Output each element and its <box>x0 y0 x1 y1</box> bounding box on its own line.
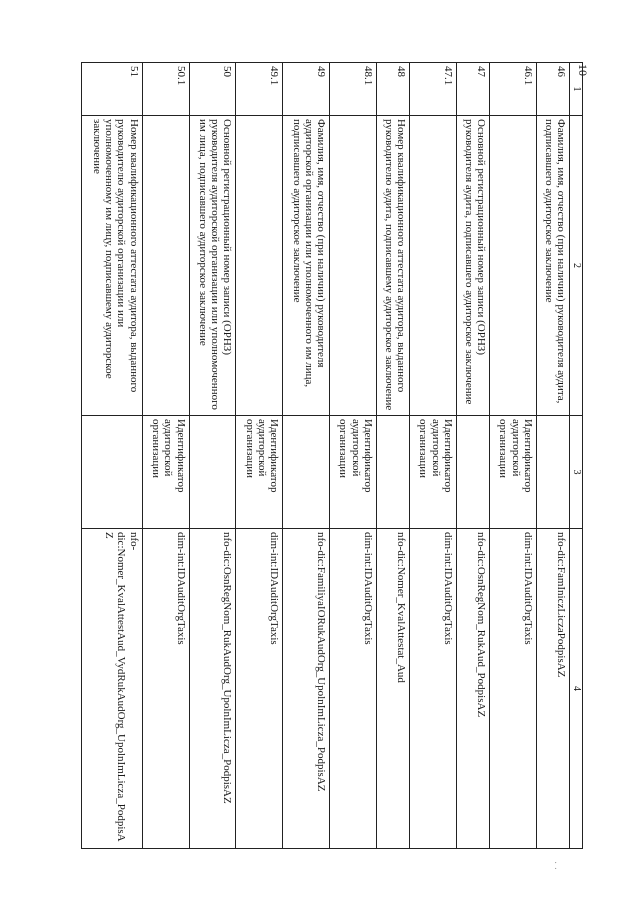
description-cell: Фамилия, имя, отчество (при наличии) руководителя аудиторской организации или уполномоченного им лица, подписавшего аудиторское заключение <box>283 116 330 416</box>
dimension-cell: Идентификатор аудиторской организации <box>490 416 537 529</box>
table-row <box>490 63 537 849</box>
dimension-cell: Идентификатор аудиторской организации <box>410 416 457 529</box>
table-row <box>410 63 457 849</box>
element-code-cell: nfo-dic:FamiliyaIORukAudOrg_UpolnImLicza_PodpisAZ <box>283 529 330 849</box>
row-number-cell: 47.1 <box>410 63 457 116</box>
row-number-cell: 47 <box>456 63 489 116</box>
element-code-cell: dim-int:IDAuditOrgTaxis <box>330 529 377 849</box>
element-code-cell: dim-int:IDAuditOrgTaxis <box>142 529 189 849</box>
description-cell <box>410 116 457 416</box>
element-code-cell: nfo-dic:FamIniczLiczaPodpisAZ <box>536 529 569 849</box>
dimension-cell: Идентификатор аудиторской организации <box>142 416 189 529</box>
table-row <box>189 63 236 849</box>
table-row <box>283 63 330 849</box>
row-number-cell: 48.1 <box>330 63 377 116</box>
dimension-cell <box>456 416 489 529</box>
column-header: 2 <box>570 116 583 416</box>
dimension-cell <box>283 416 330 529</box>
rotated-table-wrapper <box>81 62 583 848</box>
page-number: 10 <box>576 64 590 76</box>
row-number-cell: 49.1 <box>236 63 283 116</box>
column-number-row <box>570 63 583 849</box>
column-header: 4 <box>570 529 583 849</box>
table-row <box>456 63 489 849</box>
element-code-cell: nfo-dic:Nomer_KvalAttestat_Aud <box>377 529 410 849</box>
element-code-cell: nfo-dic:Nomer_KvalAttestAud_VydRukAudOrg_UpolnImLicza_PodpisAZ <box>82 529 143 849</box>
dimension-cell: Идентификатор аудиторской организации <box>330 416 377 529</box>
description-cell: Основной регистрационный номер записи (ОРНЗ) руководителя аудиторской организации или уполномоченного им лица, подписавшего аудиторское заключение <box>189 116 236 416</box>
table-row <box>377 63 410 849</box>
row-number-cell: 50.1 <box>142 63 189 116</box>
element-code-cell: dim-int:IDAuditOrgTaxis <box>490 529 537 849</box>
scan-speck: · · <box>549 860 561 871</box>
description-cell <box>142 116 189 416</box>
description-cell <box>330 116 377 416</box>
row-number-cell: 46.1 <box>490 63 537 116</box>
description-cell <box>236 116 283 416</box>
description-cell <box>490 116 537 416</box>
element-code-cell: dim-int:IDAuditOrgTaxis <box>410 529 457 849</box>
description-cell: Номер квалификационного аттестата аудитора, выданного руководителю аудита, подписавшему аудиторское заключение <box>377 116 410 416</box>
dimension-cell: Идентификатор аудиторской организации <box>236 416 283 529</box>
dimension-cell <box>189 416 236 529</box>
column-header: 3 <box>570 416 583 529</box>
table-row <box>142 63 189 849</box>
dimension-cell <box>536 416 569 529</box>
element-register-table <box>81 62 583 849</box>
table-row <box>536 63 569 849</box>
table-row <box>330 63 377 849</box>
row-number-cell: 51 <box>82 63 143 116</box>
element-code-cell: nfo-dic:OsnRegNom_RukAudOrg_UpolnImLicza_PodpisAZ <box>189 529 236 849</box>
row-number-cell: 48 <box>377 63 410 116</box>
row-number-cell: 46 <box>536 63 569 116</box>
row-number-cell: 49 <box>283 63 330 116</box>
description-cell: Номер квалификационного аттестата аудитора, выданного руководителю аудиторской организации или уполномоченному им лицу, подписавшему аудиторское заключение <box>82 116 143 416</box>
description-cell: Фамилия, имя, отчество (при наличии) руководителя аудита, подписавшего аудиторское заключение <box>536 116 569 416</box>
row-number-cell: 50 <box>189 63 236 116</box>
table-row <box>82 63 143 849</box>
column-header: 1 <box>570 63 583 116</box>
description-cell: Основной регистрационный номер записи (ОРНЗ) руководителя аудита, подписавшего аудиторское заключение <box>456 116 489 416</box>
element-code-cell: nfo-dic:OsnRegNom_RukAud_PodpisAZ <box>456 529 489 849</box>
dimension-cell <box>82 416 143 529</box>
element-code-cell: dim-int:IDAuditOrgTaxis <box>236 529 283 849</box>
dimension-cell <box>377 416 410 529</box>
table-row <box>236 63 283 849</box>
